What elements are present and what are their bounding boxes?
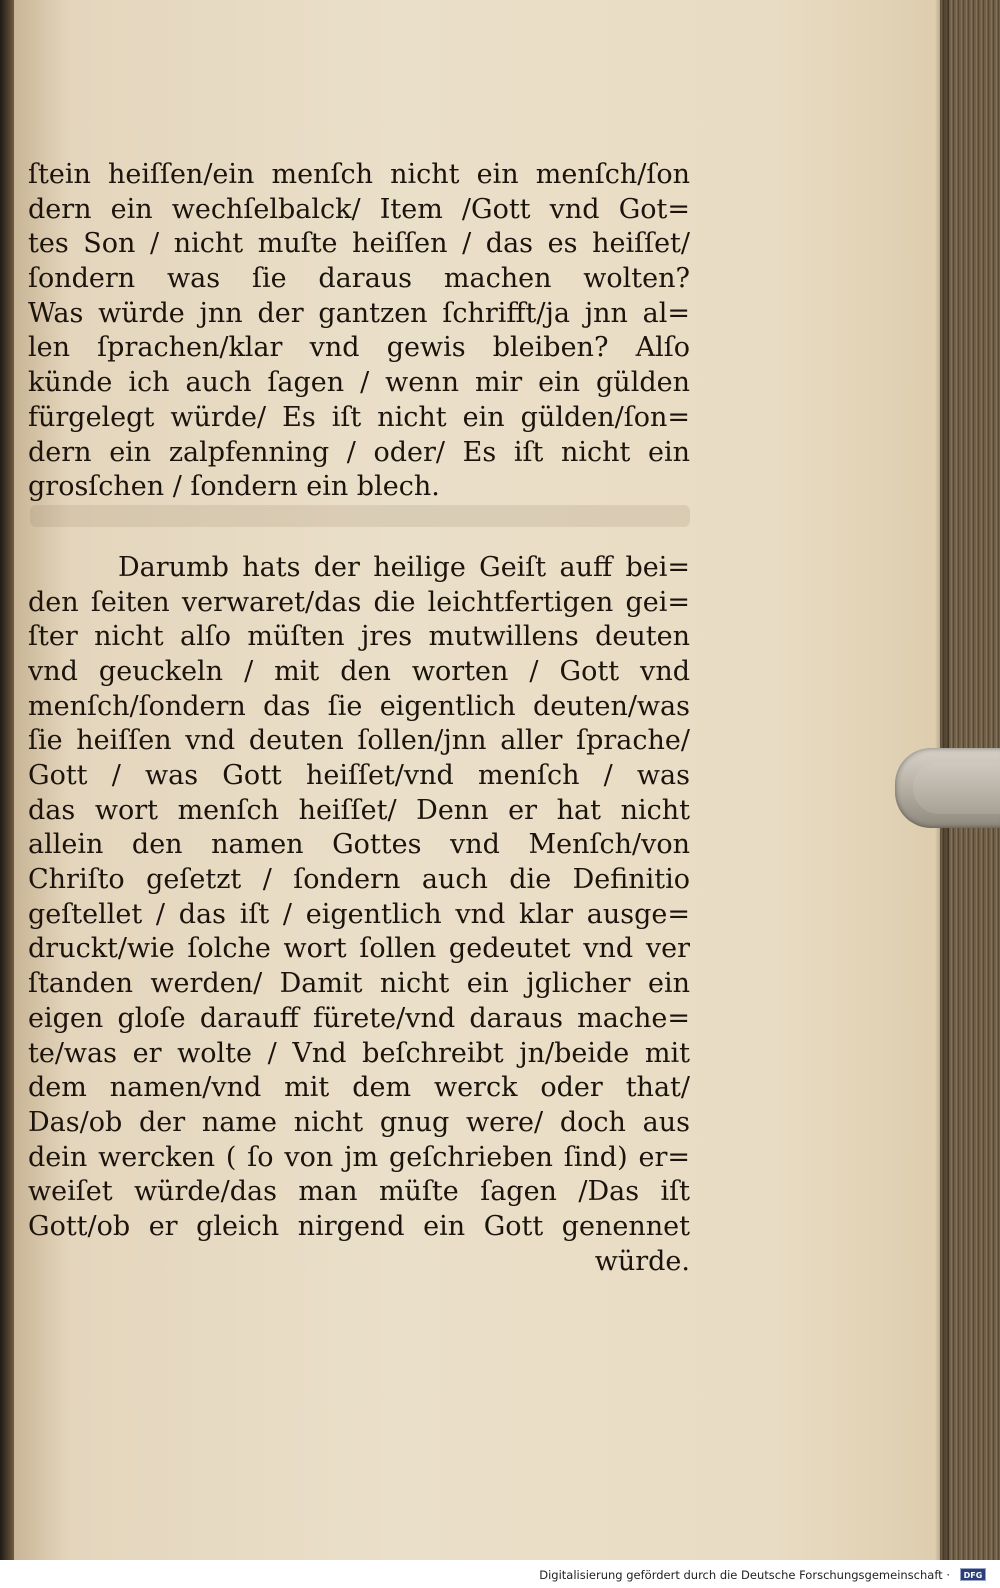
text-line: len ſprachen/klar vnd gewis bleiben? Alſo (28, 332, 690, 364)
text-line: künde ich auch ſagen / wenn mir ein gülden (28, 367, 690, 399)
text-line: Gott / was Gott heiſſet/vnd menſch / was (28, 760, 690, 791)
text-line: dem namen/vnd mit dem werck oder that/ (28, 1072, 690, 1104)
text-line: tes Son / nicht muſte heiſſen / das es heiſſet/ (28, 228, 690, 260)
text-line: menſch/ſondern das ſie eigentlich deuten/was (28, 690, 690, 722)
dfg-logo: DFG (960, 1568, 986, 1581)
text-line: ſtanden werden/ Damit nicht ein jglicher ein (28, 968, 690, 1000)
text-line: ſtein heiſſen/ein menſch nicht ein menſch/ſon (28, 159, 690, 190)
text-line: eigen gloſe darauff fürete/vnd daraus mache= (28, 1002, 690, 1034)
text-line: Was würde jnn der gantzen ſchrifft/ja jnn al= (28, 297, 690, 329)
text-line: dern ein zalpfenning / oder/ Es iſt nicht ein (28, 436, 690, 468)
text-line: dern ein wechſelbalck/ Item /Gott vnd Got= (28, 193, 690, 225)
text-line: den ſeiten verwaret/das die leichtfertigen gei= (28, 586, 690, 618)
text-line: Chriſto geſetzt / ſondern auch die Definitio (28, 864, 690, 896)
text-line: dein wercken ( ſo von jm geſchrieben ſind) er= (28, 1141, 690, 1173)
text-line: te/was er wolte / Vnd beſchreibt jn/beide mit (28, 1037, 690, 1069)
text-line: ſondern was ſie daraus machen wolten? (28, 263, 690, 295)
paragraph-gap (28, 505, 690, 551)
text-line: fürgelegt würde/ Es iſt nicht ein gülden/ſon= (28, 401, 690, 433)
text-line: druckt/wie ſolche wort ſollen gedeutet vnd ver (28, 933, 690, 965)
text-line: ſter nicht alſo müſten jres mutwillens deuten (28, 621, 690, 653)
funding-notice: Digitalisierung gefördert durch die Deutsche Forschungsgemeinschaft · (539, 1568, 950, 1582)
text-line: Gott/ob er gleich nirgend ein Gott genennet (28, 1210, 690, 1242)
text-line: Darumb hats der heilige Geiſt auff bei= (118, 551, 690, 583)
footer-bar (0, 1560, 1000, 1588)
text-line: das wort menſch heiſſet/ Denn er hat nicht (28, 794, 690, 826)
text-line: ſie heiſſen vnd deuten ſollen/jnn aller ſprache/ (28, 725, 690, 757)
page-clip-inner (913, 762, 1000, 814)
text-line: weiſet würde/das man müſte ſagen /Das iſt (28, 1176, 690, 1208)
text-line: allein den namen Gottes vnd Menſch/von (28, 829, 690, 861)
text-line: vnd geuckeln / mit den worten / Gott vnd (28, 655, 690, 687)
text-line: Das/ob der name nicht gnug were/ doch aus (28, 1106, 690, 1138)
catchword: würde. (594, 1245, 690, 1277)
text-line: geſtellet / das iſt / eigentlich vnd klar ausge= (28, 898, 690, 930)
text-block (28, 158, 690, 1279)
text-line: grosſchen / ſondern ein blech. (28, 471, 440, 503)
paragraph-1 (28, 158, 690, 505)
paragraph-2 (28, 551, 690, 1245)
page-clip (895, 748, 1000, 828)
